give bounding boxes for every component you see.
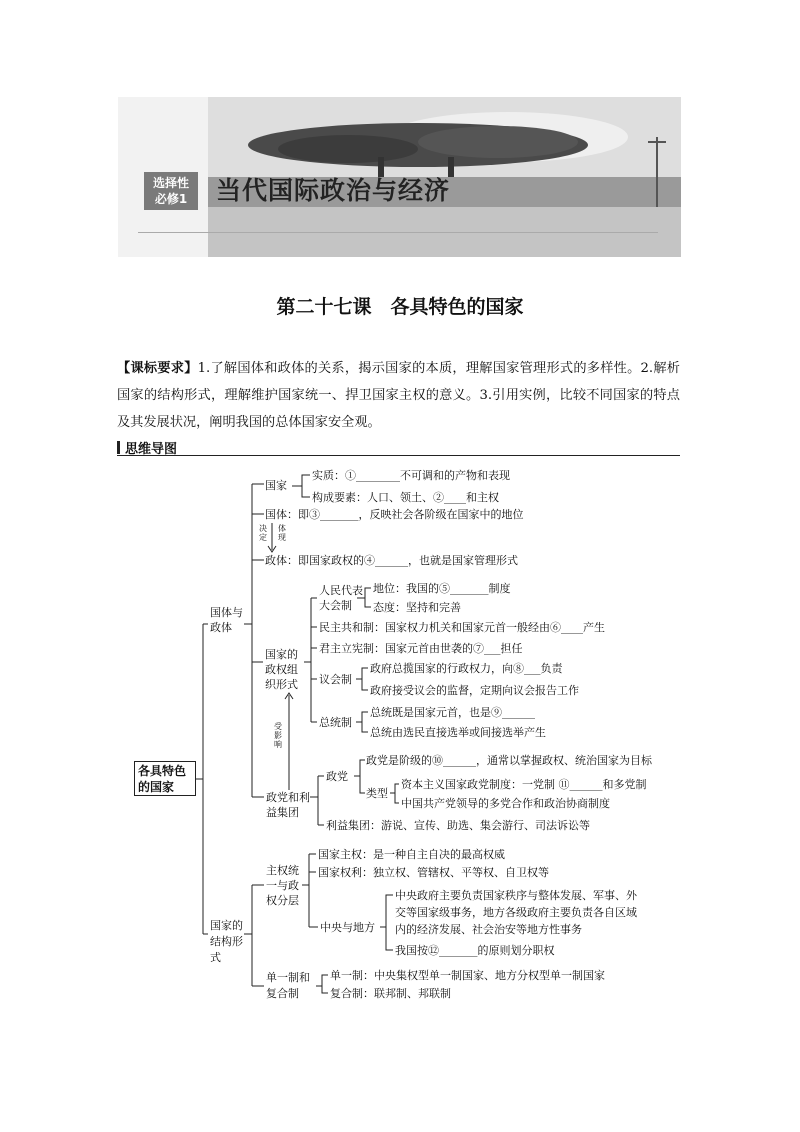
node-gonghe: 民主共和制：国家权力机关和国家元首一般经由⑥____产生 [319,621,605,634]
label-shouyingxiang: 受影响 [274,722,282,749]
lesson-title: 第二十七课 各具特色的国家 [276,296,524,318]
requirements-label: 【课标要求】 [117,361,198,376]
node-zhengti: 政体：即国家政权的④______，也就是国家管理形式 [265,554,518,567]
badge-line-1: 选择性 [152,176,189,190]
node-guojia-quanli: 国家权利：独立权、管辖权、平等权、自卫权等 [318,866,549,879]
label-tixian: 体现 [278,524,286,542]
node-zhengdang-liyi: 政党和利益集团 [266,791,310,819]
node-zongtong: 总统制 [319,716,352,729]
node-danyizhi: 单一制：中央集权型单一制国家、地方分权型单一制国家 [330,969,605,982]
badge-line-2: 必修1 [154,192,188,206]
node-zydf-line-4: 我国按⑫_______的原则划分职权 [395,944,555,957]
book-title: 当代国际政治与经济 [216,176,451,205]
node-fuhezhi: 复合制：联邦制、邦联制 [330,987,451,1000]
label-jueding: 决定 [259,524,267,542]
node-shizhi: 实质：①________不可调和的产物和表现 [312,469,510,482]
node-guojia: 国家 [265,479,287,492]
node-zongtong-1: 总统既是国家元首，也是⑨______ [370,706,535,719]
node-leixing-2: 中国共产党领导的多党合作和政治协商制度 [401,797,610,810]
node-zhongyang-difang: 中央与地方 [320,921,375,934]
node-goucheng: 构成要素：人口、领土、②____和主权 [312,491,499,504]
node-liyi: 利益集团：游说、宣传、助选、集会游行、司法诉讼等 [326,819,590,832]
node-danyi-fuhe: 单一制和复合制 [266,971,310,1000]
node-leixing: 类型 [366,787,388,800]
node-zhengquan-zuzhi: 国家的政权组织形式 [265,648,298,691]
node-yihui: 议会制 [319,673,352,686]
branch-jiegou-xingshi: 国家的结构形式 [210,919,243,964]
node-guoti: 国体：即③_______，反映社会各阶级在国家中的地位 [265,508,524,521]
node-taidu: 态度：坚持和完善 [373,601,461,614]
node-zydf-line-1: 中央政府主要负责国家秩序与整体发展、军事、外 [395,889,637,902]
node-zhuquan: 主权统一与政权分层 [266,864,299,907]
node-zhengdang-1: 政党是阶级的⑩______，通常以掌握政权、统治国家为目标 [366,754,652,767]
node-guojia-zhuquan: 国家主权：是一种自主自决的最高权威 [318,848,505,861]
node-zongtong-2: 总统由选民直接选举或间接选举产生 [370,726,546,739]
node-zydf-line-2: 交等国家级事务，地方各级政府主要负责各自区域 [395,906,637,919]
branch-guoti-zhengti: 国体与政体 [210,606,243,634]
mindmap-heading-text: 思维导图 [125,442,178,457]
mindmap-root: 各具特色的国家 [134,761,196,796]
node-junzhu: 君主立宪制：国家元首由世袭的⑦___担任 [319,642,523,655]
node-zhengdang: 政党 [326,770,348,783]
node-yihui-2: 政府接受议会的监督，定期向议会报告工作 [370,684,579,697]
node-diwei: 地位：我国的⑤_______制度 [373,582,511,595]
node-leixing-1: 资本主义国家政党制度：一党制 ⑪______和多党制 [401,778,647,791]
node-yihui-1: 政府总揽国家的行政权力，向⑧___负责 [370,662,563,675]
node-zydf-line-3: 内的经济发展、社会治安等地方性事务 [395,923,582,936]
requirements-text: 1.了解国体和政体的关系，揭示国家的本质，理解国家管理形式的多样性。2.解析国家的结构形式，理解维护国家统一、捍卫国家主权的意义。3.引用实例，比较不同国家的特点及其发展状况，阐明我国的总体国家安全观。 [117,361,680,430]
node-renda: 人民代表大会制 [319,584,363,612]
